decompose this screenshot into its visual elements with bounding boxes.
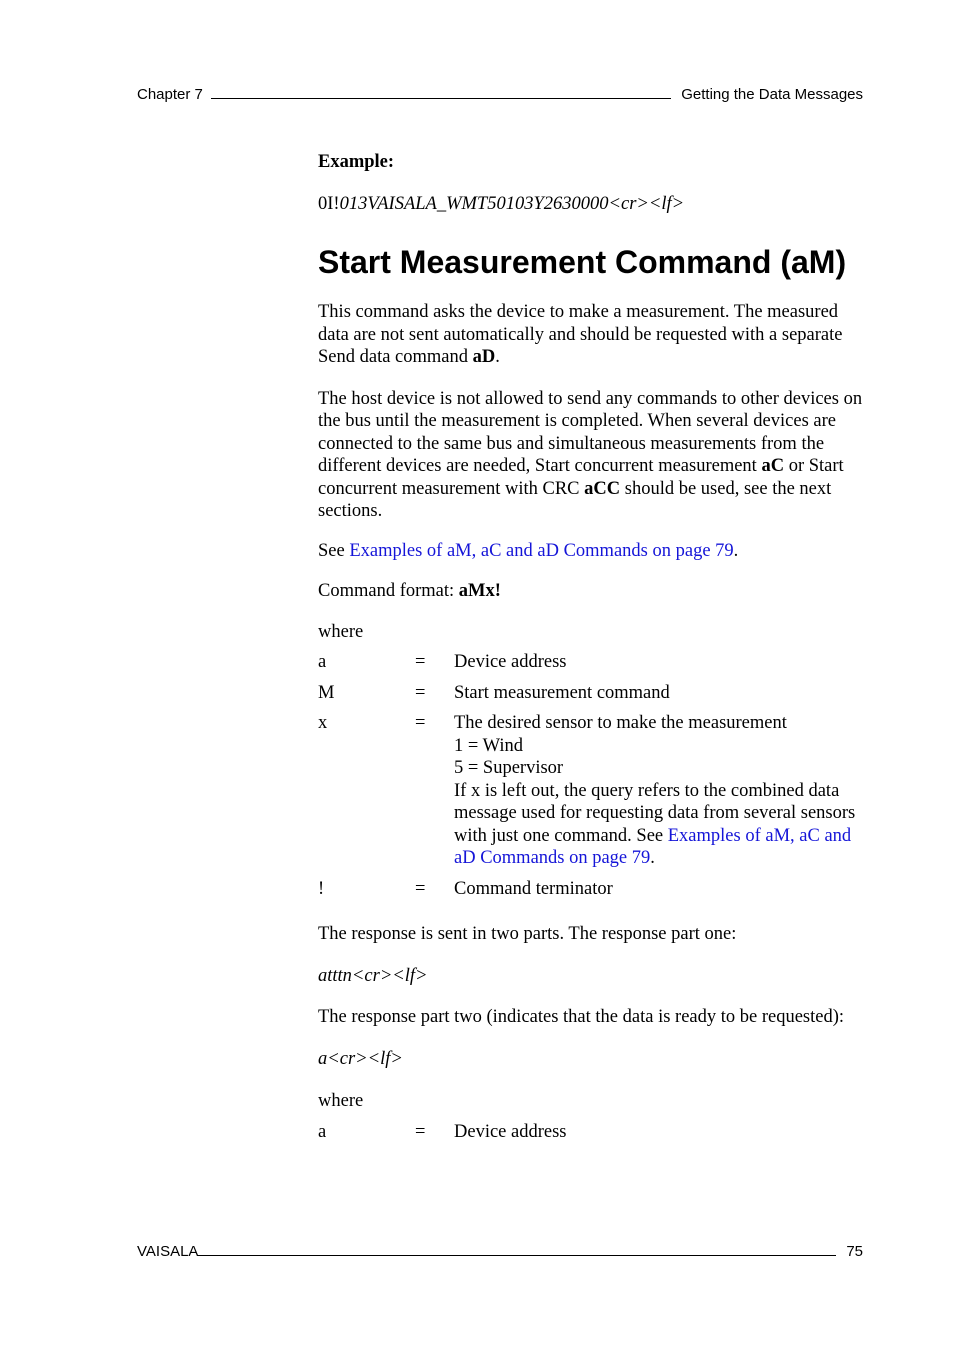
footer-rule: [198, 1255, 836, 1256]
def-equals: =: [415, 713, 426, 733]
example-cmd-prefix: 0I!: [318, 193, 340, 214]
def-desc-block: [454, 712, 863, 870]
def-equals: =: [415, 1121, 426, 1142]
def-term: !: [318, 878, 325, 899]
def-note: [454, 780, 863, 870]
para1-bold: aD: [472, 347, 496, 367]
command-format: [318, 580, 863, 603]
where-label-1: where: [318, 621, 364, 642]
format-label: Command format:: [318, 581, 459, 601]
format-cmd: aMx!: [458, 581, 501, 601]
response-part-1: The response is sent in two parts. The response part one:: [318, 924, 737, 944]
def-desc: Device address: [454, 652, 567, 672]
example-label: Example:: [318, 152, 395, 172]
response-code-2: a<cr><lf>: [318, 1048, 403, 1069]
page-number: 75: [846, 1243, 863, 1260]
def-term: M: [318, 682, 335, 703]
para2-b1: aC: [761, 456, 785, 476]
def-note-end: .: [650, 848, 655, 868]
def-note-text: If x is left out, the query refers to the combined data message used for requesting data from several sensors with just one command. See: [454, 780, 856, 846]
chapter-label: Chapter 7: [137, 86, 203, 103]
def-term: a: [318, 652, 327, 672]
see-prefix: See: [318, 540, 350, 561]
def-extra-wind: 1 = Wind: [454, 735, 523, 756]
response-part-2: The response part two (indicates that the data is ready to be requested):: [318, 1007, 845, 1027]
para2-t3: should be used, see the next sections.: [318, 478, 832, 521]
def-term: x: [318, 713, 328, 733]
def-desc: Start measurement command: [454, 682, 670, 703]
section-title: Getting the Data Messages: [681, 86, 863, 103]
para2-b2: aCC: [584, 478, 621, 499]
definition-list-2: [318, 1121, 863, 1144]
example-command: [318, 193, 863, 216]
def-extra-supervisor: 5 = Supervisor: [454, 758, 564, 778]
see-suffix: .: [733, 540, 739, 561]
def-equals: =: [415, 878, 426, 899]
paragraph-1: [318, 301, 863, 369]
para2-t1: The host device is not allowed to send any commands to other devices on the bus until the measurement is completed. When several devices are connected to the same bus and simultaneous measurements from the different devices are needed, Start concurrent measurement: [318, 388, 863, 476]
def-desc: The desired sensor to make the measurement: [454, 713, 787, 733]
page-content: [318, 151, 863, 1143]
paragraph-2: [318, 388, 863, 523]
where-label-2: where: [318, 1091, 364, 1111]
def-desc: Device address: [454, 1121, 567, 1142]
page-header: [137, 86, 863, 103]
def-equals: =: [415, 652, 426, 672]
examples-link[interactable]: Examples of aM, aC and aD Commands on page 79: [349, 540, 734, 561]
para1-text: This command asks the device to make a measurement. The measured data are not sent automatically and should be requested with a separate Send data command: [318, 302, 843, 367]
see-reference: [318, 540, 863, 563]
header-rule: [211, 98, 671, 99]
section-heading: Start Measurement Command (aM): [318, 244, 847, 280]
definition-list-1: [318, 651, 863, 900]
para1-end: .: [495, 347, 500, 367]
def-equals: =: [415, 682, 426, 703]
examples-link-2[interactable]: Examples of aM, aC and aD Commands on page 79: [454, 825, 852, 868]
page-footer: [137, 1243, 863, 1260]
para2-t2: or Start concurrent measurement with CRC: [318, 456, 844, 499]
example-cmd-italic: 013VAISALA_WMT50103Y2630000<cr><lf>: [339, 193, 685, 214]
response-code-1: atttn<cr><lf>: [318, 965, 428, 986]
def-term: a: [318, 1121, 327, 1142]
footer-brand: VAISALA: [137, 1243, 199, 1260]
def-desc: Command terminator: [454, 878, 613, 899]
